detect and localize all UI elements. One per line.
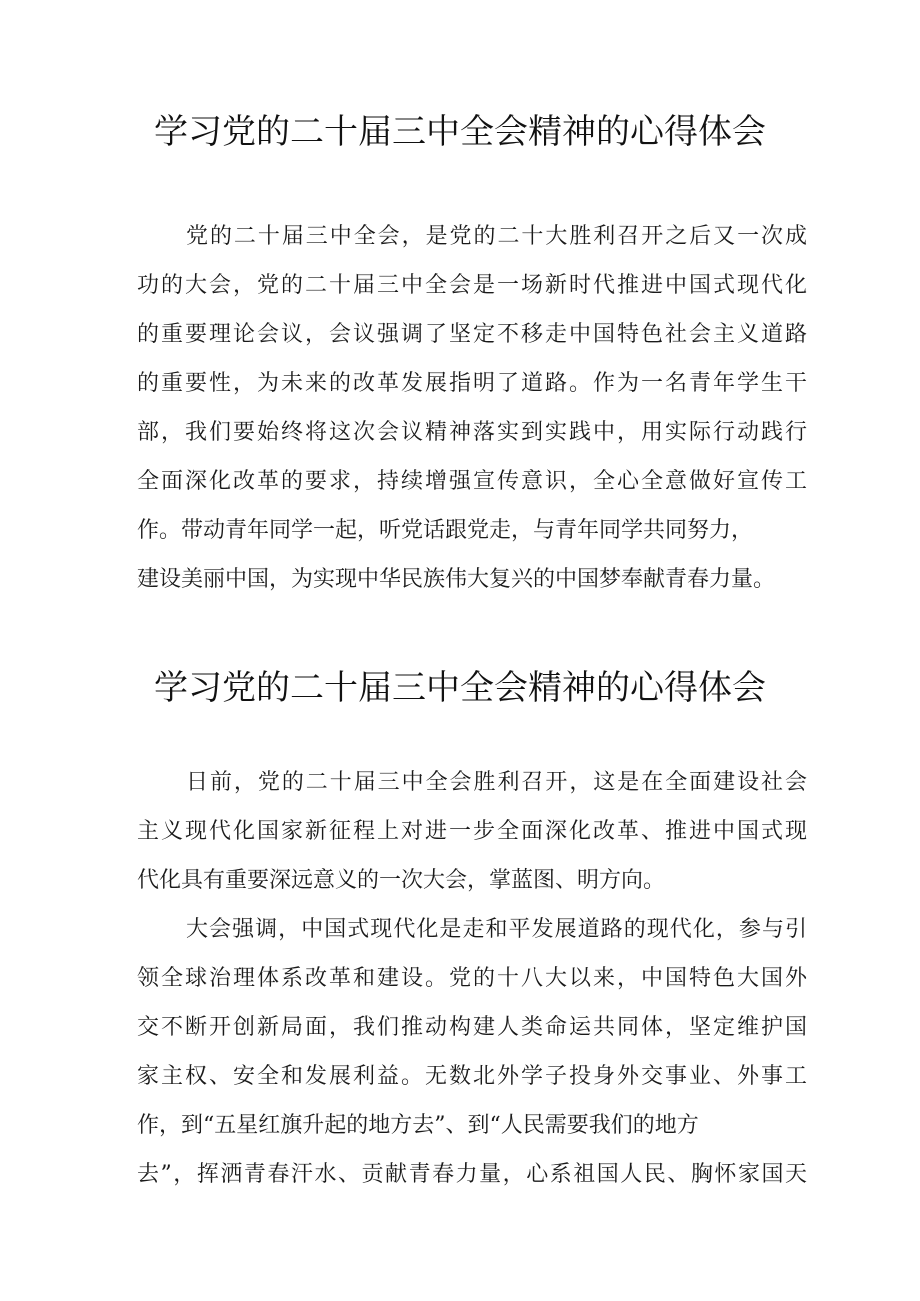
section2-p1-line-3: 代化具有重要深远意义的一次大会，掌蓝图、明方向。 [137,868,666,893]
section2-p2-line-3: 交不断开创新局面，我们推动构建人类命运共同体，坚定维护国 [137,1015,807,1040]
section1-line-7: 作。带动青年同学一起，听党话跟党走，与青年同学共同努力， [137,518,754,543]
section1-line-1: 党的二十届三中全会，是党的二十大胜利召开之后又一次成 [186,224,807,249]
section1-line-4: 的重要性，为未来的改革发展指明了道路。作为一名青年学生干 [137,371,807,396]
section1-line-5: 部，我们要始终将这次会议精神落实到实践中，用实际行动践行 [137,420,807,445]
section1-line-3: 的重要理论会议，会议强调了坚定不移走中国特色社会主义道路 [137,322,807,347]
section2-p1-line-1: 日前，党的二十届三中全会胜利召开，这是在全面建设社会 [186,770,807,795]
section2-p2-line-5: 作，到“五星红旗升起的地方去”、到“人民需要我们的地方 [137,1113,699,1138]
section2-title: 学习党的二十届三中全会精神的心得体会 [154,668,766,708]
section2-p2-line-6: 去”，挥洒青春汗水、贡献青春力量，心系祖国人民、胸怀家国天 [137,1162,807,1187]
section2-p2-line-1: 大会强调，中国式现代化是走和平发展道路的现代化，参与引 [186,917,807,942]
section2-p1-line-2: 主义现代化国家新征程上对进一步全面深化改革、推进中国式现 [137,819,807,844]
section1-line-8: 建设美丽中国，为实现中华民族伟大复兴的中国梦奉献青春力量。 [137,567,776,592]
section2-p2-line-2: 领全球治理体系改革和建设。党的十八大以来，中国特色大国外 [137,966,807,991]
section1-line-6: 全面深化改革的要求，持续增强宣传意识，全心全意做好宣传工 [137,469,807,494]
section2-p2-line-4: 家主权、安全和发展利益。无数北外学子投身外交事业、外事工 [137,1064,807,1089]
section1-title: 学习党的二十届三中全会精神的心得体会 [154,112,766,152]
section1-line-2: 功的大会，党的二十届三中全会是一场新时代推进中国式现代化 [137,273,807,298]
